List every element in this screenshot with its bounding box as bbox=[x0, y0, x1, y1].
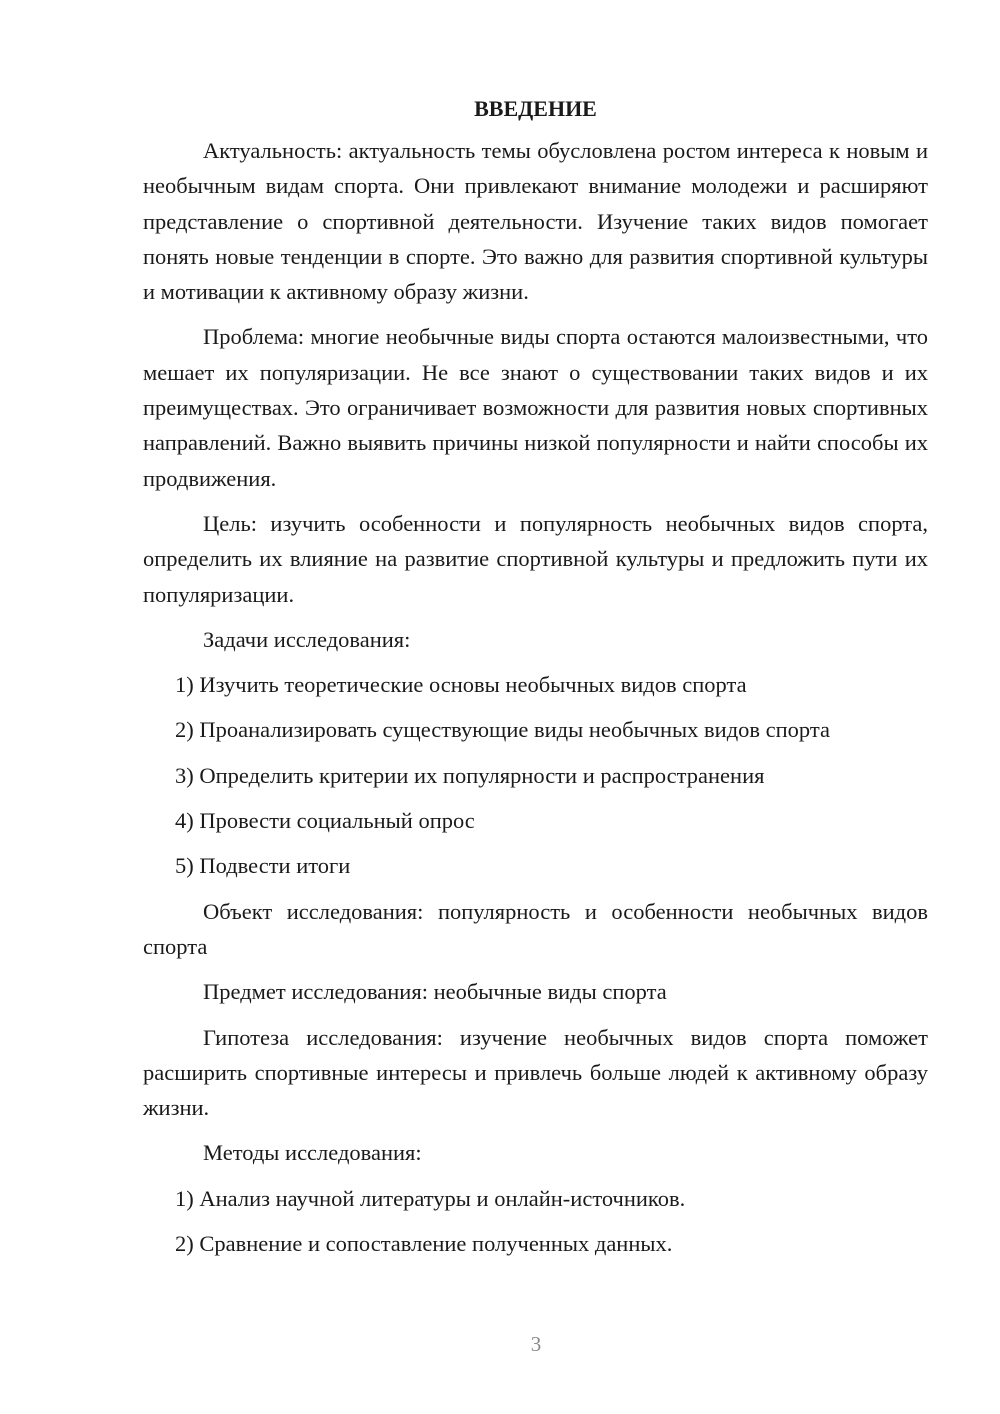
task-item: 3) Определить критерии их популярности и распространения bbox=[175, 762, 765, 788]
tasks-heading: Задачи исследования: bbox=[203, 626, 411, 652]
tasks-list bbox=[143, 667, 928, 883]
task-item: 1) Изучить теоретические основы необычных видов спорта bbox=[175, 672, 747, 698]
goal-paragraph: Цель: изучить особенности и популярность необычных видов спорта, определить их влияние на развитие спортивной культуры и предложить пути их популяризации. bbox=[143, 510, 928, 607]
page-number: 3 bbox=[530, 1332, 542, 1356]
object-paragraph: Объект исследования: популярность и особенности необычных видов спорта bbox=[143, 898, 928, 959]
hypothesis-paragraph: Гипотеза исследования: изучение необычных видов спорта поможет расширить спортивные интересы и привлечь больше людей к активному образу жизни. bbox=[143, 1024, 928, 1121]
relevance-paragraph: Актуальность: актуальность темы обусловлена ростом интереса к новым и необычным видам спорта. Они привлекают внимание молодежи и расширяют представление о спортивной деятельности. Изучение таких видов помогает понять новые тенденции в спорте. Это важно для развития спортивной культуры и мотивации к активному образу жизни. bbox=[143, 138, 928, 305]
task-item: 2) Проанализировать существующие виды необычных видов спорта bbox=[175, 717, 830, 743]
document-page bbox=[143, 88, 928, 1271]
problem-paragraph: Проблема: многие необычные виды спорта остаются малоизвестными, что мешает их популяризации. Не все знают о существовании таких видов и их преимуществах. Это ограничивает возможности для развития новых спортивных направлений. Важно выявить причины низкой популярности и найти способы их продвижения. bbox=[143, 324, 928, 491]
task-item: 5) Подвести итоги bbox=[175, 853, 351, 879]
methods-heading: Методы исследования: bbox=[203, 1140, 422, 1166]
subject-paragraph: Предмет исследования: необычные виды спорта bbox=[203, 979, 667, 1005]
task-item: 4) Провести социальный опрос bbox=[175, 808, 475, 834]
section-title: ВВЕДЕНИЕ bbox=[474, 96, 597, 121]
methods-list bbox=[143, 1181, 928, 1262]
method-item: 1) Анализ научной литературы и онлайн-источников. bbox=[175, 1185, 686, 1211]
method-item: 2) Сравнение и сопоставление полученных данных. bbox=[175, 1231, 673, 1257]
